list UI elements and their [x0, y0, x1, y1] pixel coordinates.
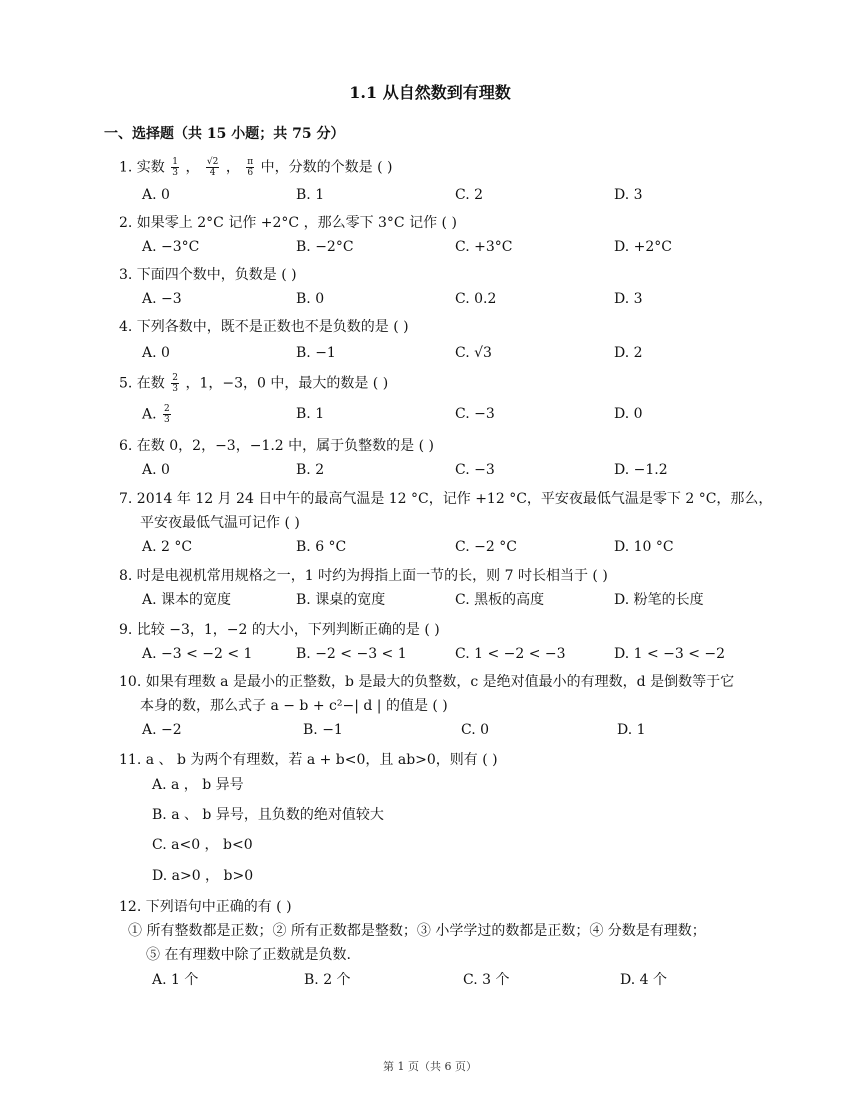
- q3-option-b: B. 0: [296, 291, 325, 307]
- question-9: 9. 比较 −3，1，−2 的大小，下列判断正确的是 ( ): [119, 622, 440, 638]
- fraction-root2-over-4: $\frac{√2}{4}$: [206, 157, 219, 178]
- q12-option-c: C. 3 个: [463, 972, 510, 988]
- q7-option-c: C. −2 °C: [455, 539, 517, 555]
- q4-option-b: B. −1: [296, 345, 336, 361]
- q9-option-c: C. 1 < −2 < −3: [455, 646, 566, 662]
- q11-option-a: A. a ， b 异号: [152, 777, 244, 793]
- q10-option-a: A. −2: [142, 722, 182, 738]
- q9-option-d: D. 1 < −3 < −2: [614, 646, 726, 662]
- question-text: 1. 实数: [119, 159, 170, 176]
- q4-option-a: A. 0: [142, 345, 170, 361]
- q5-option-a: A. $\frac{2}{3}$: [142, 404, 170, 425]
- question-10: 10. 如果有理数 a 是最小的正整数，b 是最大的负整数，c 是绝对值最小的有理数，d 是倒数等于它: [119, 674, 735, 690]
- fraction-two-thirds: $\frac{2}{3}$: [164, 404, 170, 425]
- q5-option-b: B. 1: [296, 406, 325, 422]
- question-1: 1. 实数 $\frac{1}{3}$ ， $\frac{√2}{4}$ ， $\frac{\pi}{6}$ 中，分数的个数是 ( ): [119, 157, 393, 178]
- q7-option-a: A. 2 °C: [142, 539, 193, 555]
- q7-option-d: D. 10 °C: [614, 539, 674, 555]
- q2-option-a: A. −3°C: [142, 239, 200, 255]
- question-6: 6. 在数 0，2，−3，−1.2 中，属于负整数的是 ( ): [119, 438, 434, 454]
- q4-option-d: D. 2: [614, 345, 643, 361]
- q6-option-d: D. −1.2: [614, 462, 668, 478]
- q8-option-a: A. 课本的宽度: [142, 592, 232, 608]
- fraction-one-third: $\frac{1}{3}$: [172, 157, 178, 178]
- q10-option-c: C. 0: [461, 722, 490, 738]
- q7-option-b: B. 6 °C: [296, 539, 347, 555]
- question-4: 4. 下列各数中，既不是正数也不是负数的是 ( ): [119, 319, 409, 335]
- q11-option-d: D. a>0 ， b>0: [152, 868, 254, 884]
- q3-option-c: C. 0.2: [455, 291, 497, 307]
- q5-option-d: D. 0: [614, 406, 643, 422]
- question-7: 7. 2014 年 12 月 24 日中午的最高气温是 12 °C，记作 +12 °C，平安夜最低气温是零下 2 °C，那么，: [119, 491, 773, 507]
- question-12: 12. 下列语句中正确的有 ( ): [119, 899, 292, 915]
- q1-option-b: B. 1: [296, 187, 325, 203]
- q8-option-d: D. 粉笔的长度: [614, 592, 704, 608]
- question-5: 5. 在数 $\frac{2}{3}$ ，1，−3，0 中，最大的数是 ( ): [119, 373, 389, 394]
- fraction-pi-over-6: $\frac{\pi}{6}$: [247, 157, 254, 178]
- question-7-continuation: 平安夜最低气温可记作 ( ): [140, 515, 300, 531]
- q2-option-d: D. +2°C: [614, 239, 672, 255]
- page-title: 1.1 从自然数到有理数: [349, 83, 511, 102]
- q12-option-d: D. 4 个: [620, 972, 667, 988]
- q9-option-b: B. −2 < −3 < 1: [296, 646, 407, 662]
- q9-option-a: A. −3 < −2 < 1: [142, 646, 253, 662]
- q1-option-c: C. 2: [455, 187, 484, 203]
- q6-option-a: A. 0: [142, 462, 170, 478]
- q12-option-a: A. 1 个: [152, 972, 199, 988]
- q6-option-b: B. 2: [296, 462, 325, 478]
- q11-option-c: C. a<0 ， b<0: [152, 837, 253, 853]
- q3-option-a: A. −3: [142, 291, 182, 307]
- question-12-statements-continued: ⑤ 在有理数中除了正数就是负数.: [146, 947, 351, 963]
- question-2: 2. 如果零上 2°C 记作 +2°C ，那么零下 3°C 记作 ( ): [119, 215, 457, 231]
- q5-option-c: C. −3: [455, 406, 495, 422]
- q8-option-b: B. 课桌的宽度: [296, 592, 386, 608]
- question-11: 11. a 、 b 为两个有理数，若 a + b<0，且 ab>0，则有 ( ): [119, 752, 498, 768]
- q10-option-b: B. −1: [303, 722, 343, 738]
- question-8: 8. 吋是电视机常用规格之一，1 吋约为拇指上面一节的长，则 7 吋长相当于 ( ): [119, 568, 608, 584]
- q1-option-d: D. 3: [614, 187, 643, 203]
- q6-option-c: C. −3: [455, 462, 495, 478]
- q10-option-d: D. 1: [617, 722, 646, 738]
- question-12-statements: ① 所有整数都是正数；② 所有正数都是整数；③ 小学学过的数都是正数；④ 分数是有理数；: [128, 923, 706, 939]
- section-heading: 一、选择题（共 15 小题；共 75 分）: [104, 126, 345, 142]
- q8-option-c: C. 黑板的高度: [455, 592, 545, 608]
- q12-option-b: B. 2 个: [304, 972, 351, 988]
- fraction-two-thirds: $\frac{2}{3}$: [172, 373, 178, 394]
- q1-option-a: A. 0: [142, 187, 170, 203]
- q2-option-b: B. −2°C: [296, 239, 354, 255]
- q3-option-d: D. 3: [614, 291, 643, 307]
- question-3: 3. 下面四个数中，负数是 ( ): [119, 267, 297, 283]
- q11-option-b: B. a 、 b 异号，且负数的绝对值较大: [152, 807, 384, 823]
- q2-option-c: C. +3°C: [455, 239, 513, 255]
- q4-option-c: C. √3: [455, 345, 492, 361]
- question-10-continuation: 本身的数，那么式子 a − b + c²−| d | 的值是 ( ): [140, 698, 448, 714]
- page-footer: 第 1 页（共 6 页）: [383, 1060, 477, 1073]
